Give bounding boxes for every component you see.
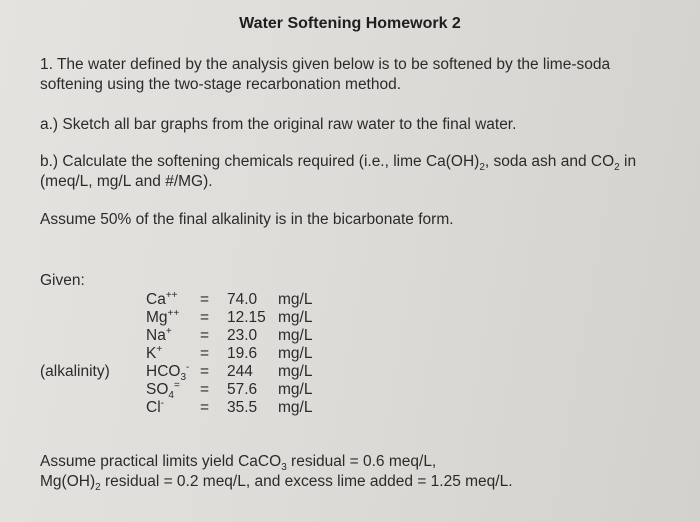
ion-symbol xyxy=(146,345,162,363)
question-b-subscript-1: 2 xyxy=(479,162,485,174)
question-b-line-2: (meq/L, mg/L and #/MG). xyxy=(40,173,213,190)
ion-row xyxy=(40,361,360,384)
question-1 xyxy=(40,55,680,95)
footer-text-2a: Mg(OH) xyxy=(40,473,96,490)
ion-equals: = xyxy=(200,309,210,326)
ion-base: SO xyxy=(146,381,169,398)
ion-subscript: 4 xyxy=(168,390,174,402)
ion-equals: = xyxy=(200,363,210,380)
ion-symbol xyxy=(146,327,172,345)
footer-text-2b: residual = 0.2 meq/L, and excess lime added = 1.25 meq/L. xyxy=(100,473,513,490)
ion-equals: = xyxy=(200,345,210,362)
footer-text-1b: residual = 0.6 meq/L, xyxy=(286,453,437,470)
ion-symbol xyxy=(146,379,180,402)
ion-value: 23.0 xyxy=(227,327,258,344)
footer-line-2 xyxy=(40,472,680,492)
footer-subscript-2: 2 xyxy=(95,482,101,494)
ion-charge: ++ xyxy=(165,289,178,301)
ion-charge: = xyxy=(173,379,180,391)
ion-equals: = xyxy=(200,327,210,344)
ion-unit: mg/L xyxy=(278,363,313,380)
ion-note: (alkalinity) xyxy=(40,363,110,380)
ion-unit: mg/L xyxy=(278,309,313,326)
ion-row xyxy=(40,327,360,345)
ion-base: Ca xyxy=(146,291,166,308)
ion-value: 244 xyxy=(227,363,253,380)
ion-table xyxy=(40,291,360,417)
assumption-alkalinity: Assume 50% of the final alkalinity is in the bicarbonate form. xyxy=(40,211,454,228)
question-b xyxy=(40,152,680,192)
question-1-line-1: 1. The water defined by the analysis given below is to be softened by the lime-soda xyxy=(40,56,611,73)
ion-symbol xyxy=(146,291,178,309)
ion-charge: - xyxy=(186,361,190,373)
ion-value: 12.15 xyxy=(227,309,266,326)
question-b-text-2: , soda ash and CO xyxy=(484,153,615,170)
ion-charge: - xyxy=(160,397,164,409)
ion-unit: mg/L xyxy=(278,345,313,362)
given-label: Given: xyxy=(40,272,85,289)
ion-row xyxy=(40,291,360,309)
ion-value: 57.6 xyxy=(227,381,258,398)
ion-row xyxy=(40,345,360,363)
ion-symbol xyxy=(146,399,164,417)
footer-subscript-1: 3 xyxy=(281,462,287,474)
ion-equals: = xyxy=(200,399,210,416)
ion-unit: mg/L xyxy=(278,327,313,344)
footer-assumptions xyxy=(40,452,680,492)
page-title: Water Softening Homework 2 xyxy=(239,15,461,32)
question-1-line-2: softening using the two-stage recarbonation method. xyxy=(40,76,402,93)
ion-row xyxy=(40,379,360,402)
question-b-subscript-2: 2 xyxy=(614,162,620,174)
question-b-text-1: b.) Calculate the softening chemicals required (i.e., lime Ca(OH) xyxy=(40,153,480,170)
ion-symbol xyxy=(146,309,179,327)
question-b-text-3: in xyxy=(619,153,637,170)
ion-unit: mg/L xyxy=(278,399,313,416)
ion-value: 35.5 xyxy=(227,399,258,416)
ion-value: 74.0 xyxy=(227,291,258,308)
ion-charge: + xyxy=(156,343,163,355)
ion-base: K xyxy=(146,345,157,362)
ion-value: 19.6 xyxy=(227,345,258,362)
ion-base: Cl xyxy=(146,399,161,416)
footer-text-1a: Assume practical limits yield CaCO xyxy=(40,453,282,470)
footer-line-1 xyxy=(40,452,680,472)
question-b-line-1 xyxy=(40,152,680,172)
ion-base: Mg xyxy=(146,309,168,326)
ion-subscript: 3 xyxy=(180,372,187,384)
question-a: a.) Sketch all bar graphs from the original raw water to the final water. xyxy=(40,116,517,133)
ion-base: Na xyxy=(146,327,166,344)
ion-symbol xyxy=(146,361,190,384)
ion-row xyxy=(40,309,360,327)
ion-equals: = xyxy=(200,291,210,308)
ion-unit: mg/L xyxy=(278,381,313,398)
ion-base: HCO xyxy=(146,363,181,380)
ion-unit: mg/L xyxy=(278,291,313,308)
ion-charge: + xyxy=(165,325,172,337)
ion-row xyxy=(40,399,360,417)
ion-charge: ++ xyxy=(167,307,180,319)
ion-equals: = xyxy=(200,381,210,398)
